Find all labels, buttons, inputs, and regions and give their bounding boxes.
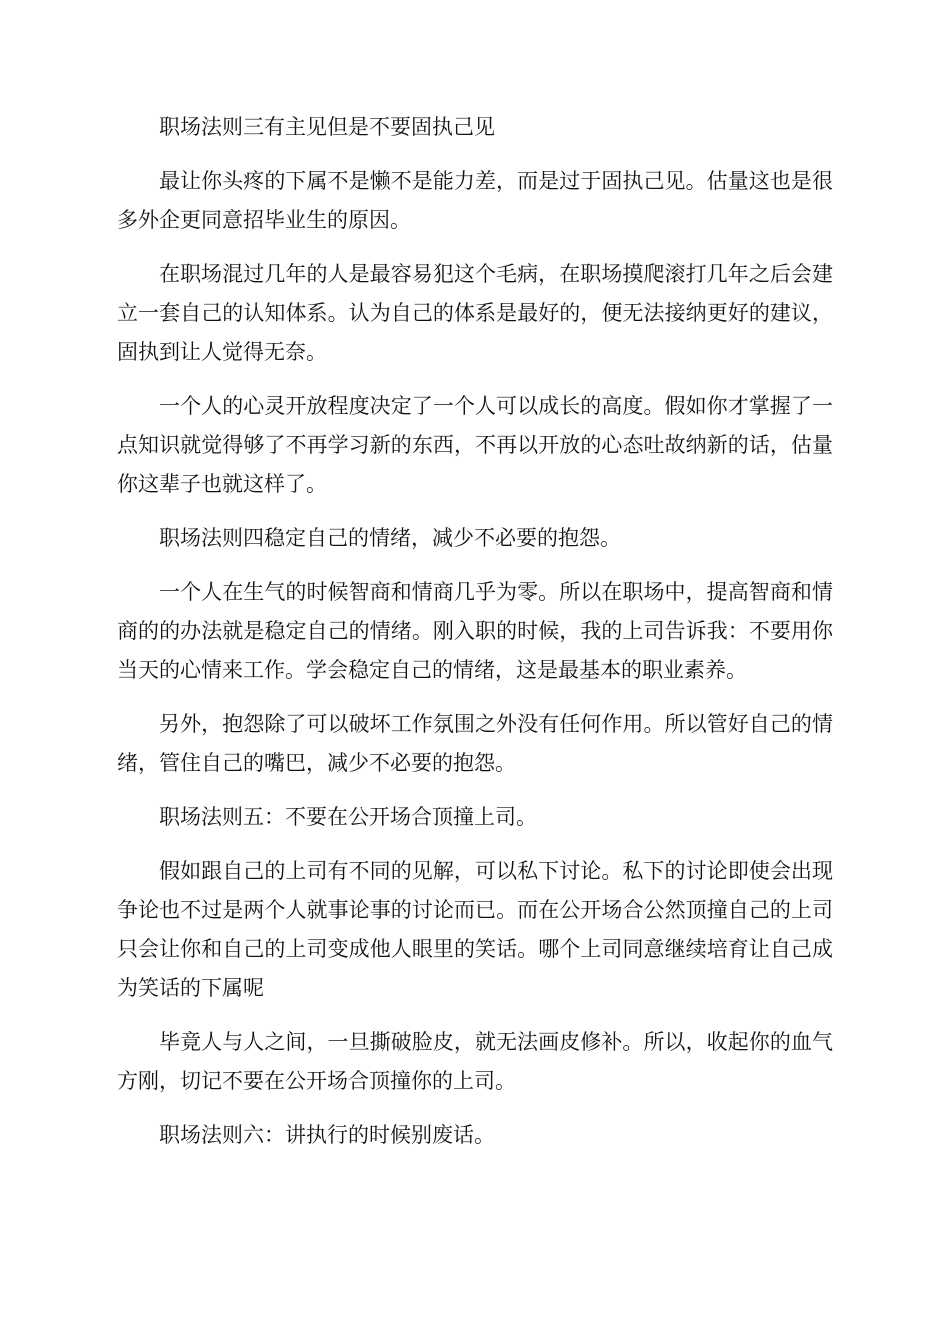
heading-rule-six: 职场法则六：讲执行的时候别废话。 [159,1123,495,1147]
paragraph: 在职场混过几年的人是最容易犯这个毛病，在职场摸爬滚打几年之后会建立一套自己的认知体系。认为自己的体系是最好的，便无法接纳更好的建议，固执到让人觉得无奈。 [117,262,833,364]
paragraph: 一个人的心灵开放程度决定了一个人可以成长的高度。假如你才掌握了一点知识就觉得够了不再学习新的东西，不再以开放的心态吐故纳新的话，估量你这辈子也就这样了。 [117,394,833,496]
paragraph: 一个人在生气的时候智商和情商几乎为零。所以在职场中，提高智商和情商的的办法就是稳定自己的情绪。刚入职的时候，我的上司告诉我：不要用你当天的心情来工作。学会稳定自己的情绪，这是最基本的职业素养。 [117,580,833,682]
heading-rule-five: 职场法则五：不要在公开场合顶撞上司。 [159,805,537,829]
document-page [117,108,833,1170]
paragraph: 毕竟人与人之间，一旦撕破脸皮，就无法画皮修补。所以，收起你的血气方刚，切记不要在公开场合顶撞你的上司。 [117,1030,833,1093]
paragraph: 另外，抱怨除了可以破坏工作氛围之外没有任何作用。所以管好自己的情绪，管住自己的嘴巴，减少不必要的抱怨。 [117,712,833,775]
paragraph: 最让你头疼的下属不是懒不是能力差，而是过于固执己见。估量这也是很多外企更同意招毕业生的原因。 [117,169,833,232]
heading-rule-four: 职场法则四稳定自己的情绪，减少不必要的抱怨。 [159,526,621,550]
paragraph: 假如跟自己的上司有不同的见解，可以私下讨论。私下的讨论即使会出现争论也不过是两个人就事论事的讨论而已。而在公开场合公然顶撞自己的上司只会让你和自己的上司变成他人眼里的笑话。哪个上司同意继续培育让自己成为笑话的下属呢 [117,859,833,1000]
heading-rule-three: 职场法则三有主见但是不要固执己见 [159,115,495,139]
